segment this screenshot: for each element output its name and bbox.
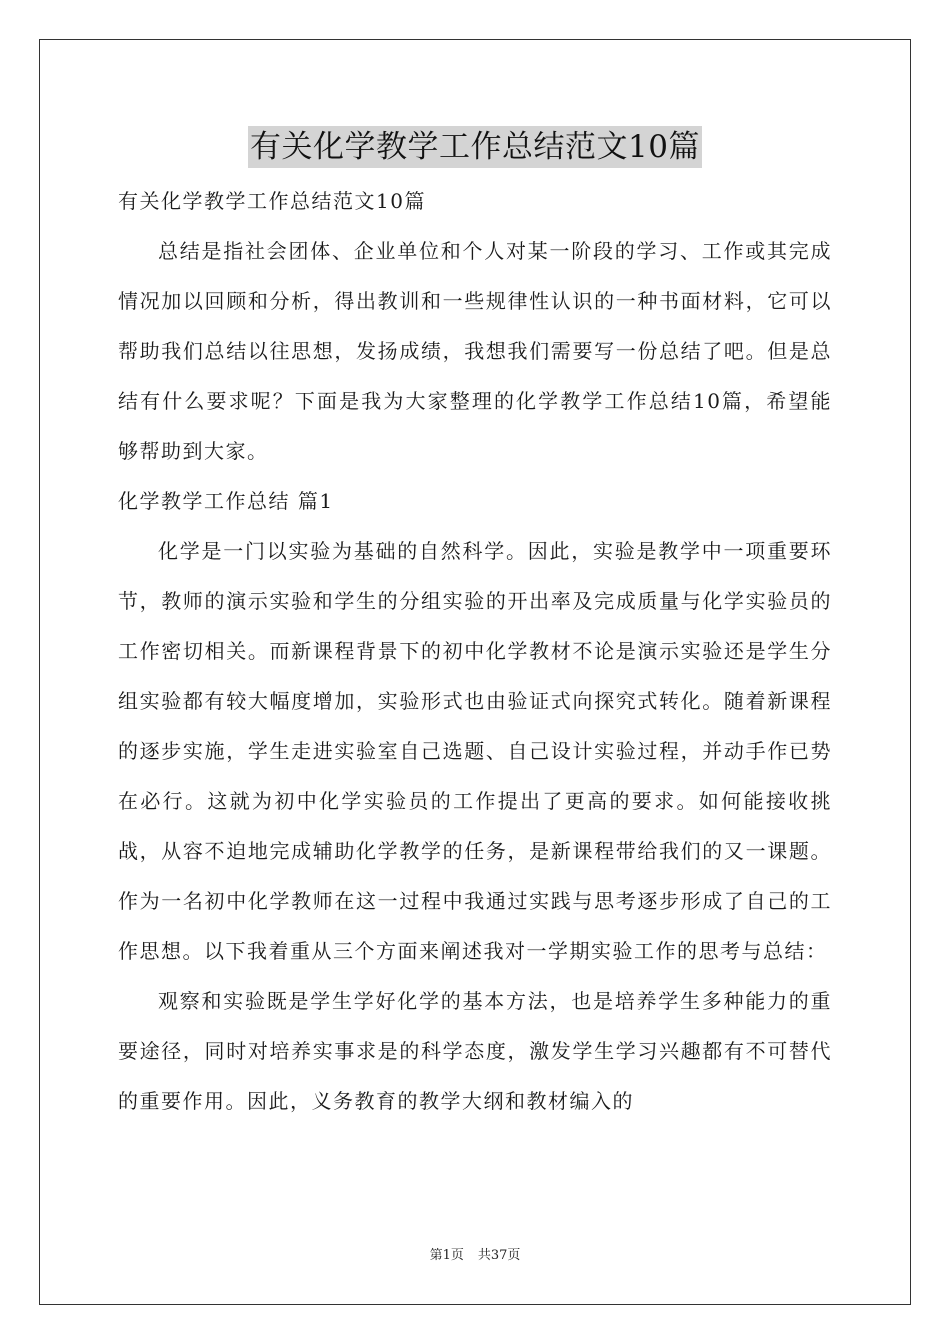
section-paragraph-1: 化学是一门以实验为基础的自然科学。因此，实验是教学中一项重要环节，教师的演示实验和学生的分组实验的开出率及完成质量与化学实验员的工作密切相关。而新课程背景下的初中化学教材不论是演示实验还是学生分组实验都有较大幅度增加，实验形式也由验证式向探究式转化。随着新课程的逐步实施，学生走进实验室自己选题、自己设计实验过程，并动手作已势在必行。这就为初中化学实验员的工作提出了更高的要求。如何能接收挑战，从容不迫地完成辅助化学教学的任务，是新课程带给我们的又一课题。作为一名初中化学教师在这一过程中我通过实践与思考逐步形成了自己的工作思想。以下我着重从三个方面来阐述我对一学期实验工作的思考与总结： [118,539,832,963]
document-title: 有关化学教学工作总结范文10篇 [248,126,702,168]
title-row [118,126,832,170]
section-heading: 化学教学工作总结 篇1 [118,489,334,513]
page-number: 第1页 [429,1248,464,1263]
page-total: 共37页 [477,1248,521,1263]
document-subtitle: 有关化学教学工作总结范文10篇 [118,189,426,213]
document-body [118,126,832,1126]
intro-paragraph: 总结是指社会团体、企业单位和个人对某一阶段的学习、工作或其完成情况加以回顾和分析，得出教训和一些规律性认识的一种书面材料，它可以帮助我们总结以往思想，发扬成绩，我想我们需要写一份总结了吧。但是总结有什么要求呢？下面是我为大家整理的化学教学工作总结10篇，希望能够帮助到大家。 [118,239,832,463]
section-paragraph-2: 观察和实验既是学生学好化学的基本方法，也是培养学生多种能力的重要途径，同时对培养实事求是的科学态度，激发学生学习兴趣都有不可替代的重要作用。因此，义务教育的教学大纲和教材编入的 [118,989,832,1113]
page-footer [0,1248,950,1264]
